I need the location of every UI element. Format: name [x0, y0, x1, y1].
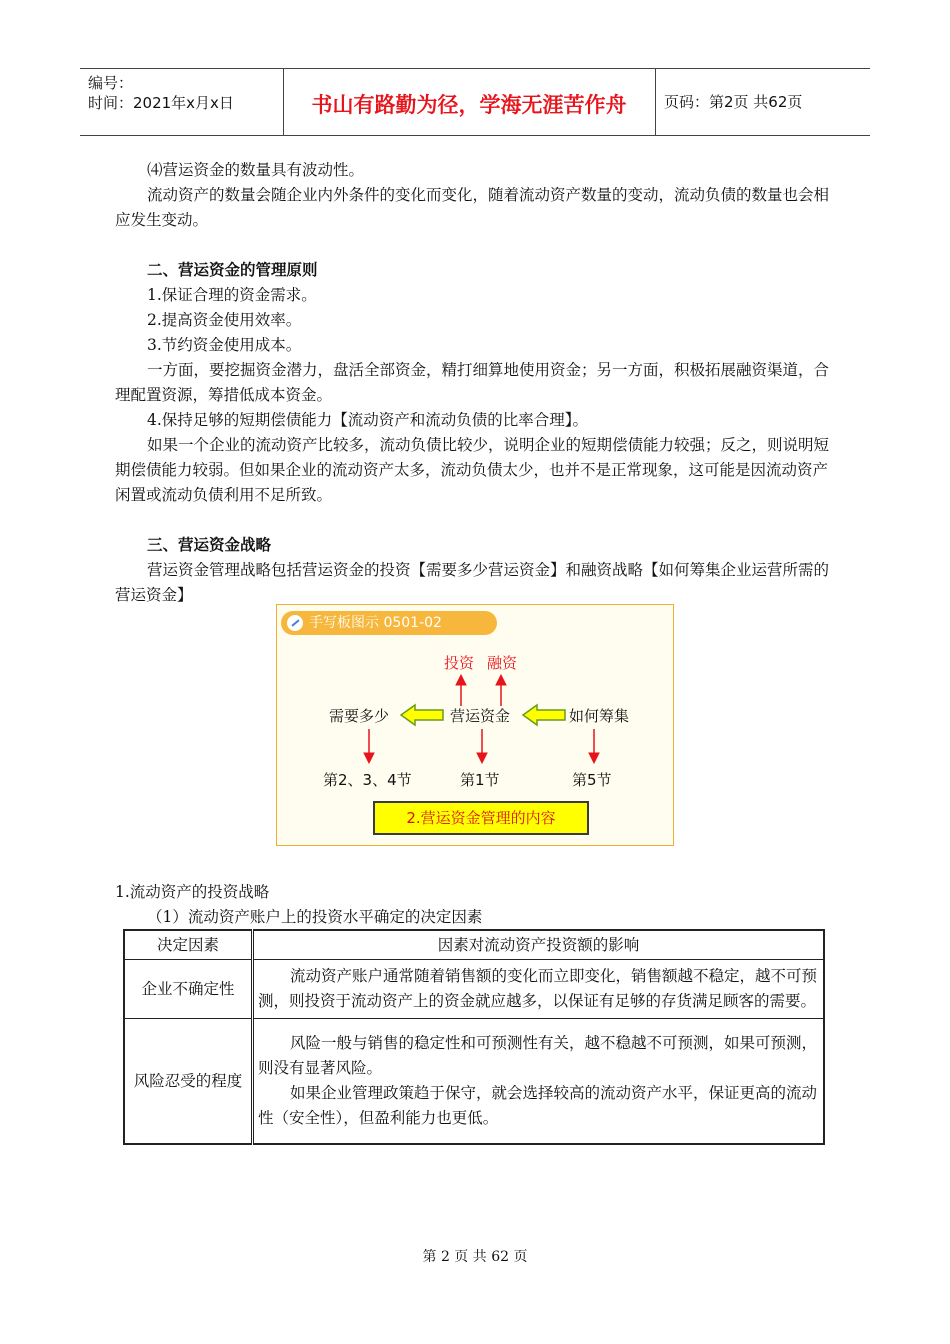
header-motto: 书山有路勤为径，学海无涯苦作舟	[311, 93, 627, 117]
down-arrow-center	[477, 729, 487, 763]
section-heading: 二、营运资金的管理原则	[147, 261, 318, 279]
paragraph: ⑷营运资金的数量具有波动性。	[147, 161, 365, 179]
table-header-cell: 因素对流动资产投资额的影响	[253, 930, 825, 960]
header-page-info: 页码：第2页 共62页	[664, 93, 803, 111]
cell-text: 流动资产账户通常随着销售额的变化而立即变化，销售额越不稳定，越不可预测，则投资于流动资产上的资金就应越多，以保证有足够的存货满足顾客的需要。	[258, 967, 818, 1010]
table-cell-factor: 企业不确定性	[124, 960, 253, 1019]
factors-table	[123, 929, 825, 1145]
label-working-capital: 营运资金	[450, 707, 511, 725]
header-divider	[655, 69, 656, 135]
up-arrow-finance	[496, 675, 506, 706]
list-item: 2.提高资金使用效率。	[147, 311, 302, 329]
yellow-arrow-left	[401, 705, 443, 725]
table-header-row	[124, 930, 824, 960]
table-row	[124, 960, 824, 1019]
number-label: 编号：	[88, 74, 134, 92]
section-heading: 三、营运资金战略	[147, 536, 272, 554]
paragraph: 流动资产的数量会随企业内外条件的变化而变化，随着流动资产数量的变动，流动负债的数量也会相应发生变动。	[115, 186, 830, 229]
cell-text: 如果企业管理政策趋于保守，就会选择较高的流动资产水平，保证更高的流动性（安全性），但盈利能力也更低。	[258, 1084, 818, 1127]
label-section-1: 第1节	[460, 771, 500, 789]
label-sections-2-4: 第2、3、4节	[323, 771, 412, 789]
table-cell-effect	[253, 1019, 825, 1145]
page-footer: 第 2 页 共 62 页	[422, 1249, 528, 1265]
subsection-heading: （1）流动资产账户上的投资水平确定的决定因素	[147, 908, 483, 926]
list-item: 4.保持足够的短期偿债能力【流动资产和流动负债的比率合理】。	[147, 411, 589, 429]
label-section-5: 第5节	[572, 771, 612, 789]
list-item: 3.节约资金使用成本。	[147, 336, 302, 354]
label-finance: 融资	[487, 654, 518, 672]
up-arrow-invest	[456, 675, 466, 706]
label-how-much: 需要多少	[329, 707, 390, 725]
label-invest: 投资	[444, 654, 475, 672]
handwriting-diagram	[276, 604, 674, 846]
table-cell-factor: 风险忍受的程度	[124, 1019, 253, 1145]
table-row	[124, 1019, 824, 1145]
down-arrow-right	[589, 729, 599, 763]
table-header-cell: 决定因素	[124, 930, 253, 960]
down-arrow-left	[364, 729, 374, 763]
yellow-arrow-right	[523, 705, 565, 725]
subsection-heading: 1.流动资产的投资战略	[115, 883, 270, 901]
header-meta	[88, 73, 234, 113]
page-header	[80, 68, 870, 136]
table-cell-effect	[253, 960, 825, 1019]
list-item: 1.保证合理的资金需求。	[147, 286, 317, 304]
cell-text: 风险一般与销售的稳定性和可预测性有关，越不稳越不可预测，如果可预测，则没有显著风险。	[258, 1034, 818, 1077]
paragraph: 一方面，要挖掘资金潜力，盘活全部资金，精打细算地使用资金；另一方面，积极拓展融资渠道，合理配置资源，筹措低成本资金。	[115, 361, 830, 404]
paragraph: 营运资金管理战略包括营运资金的投资【需要多少营运资金】和融资战略【如何筹集企业运营所需的营运资金】	[115, 561, 830, 604]
content-box: 2.营运资金管理的内容	[373, 801, 589, 835]
paragraph: 如果一个企业的流动资产比较多，流动负债比较少，说明企业的短期偿债能力较强；反之，则说明短期偿债能力较弱。但如果企业的流动资产太多，流动负债太少，也并不是正常现象，这可能是因流动资产闲置或流动负债利用不足所致。	[115, 436, 830, 504]
diagram-tag-label: 手写板图示 0501-02	[309, 615, 442, 631]
label-how-raise: 如何筹集	[569, 707, 630, 725]
time-label: 时间：2021年x月x日	[88, 94, 234, 112]
